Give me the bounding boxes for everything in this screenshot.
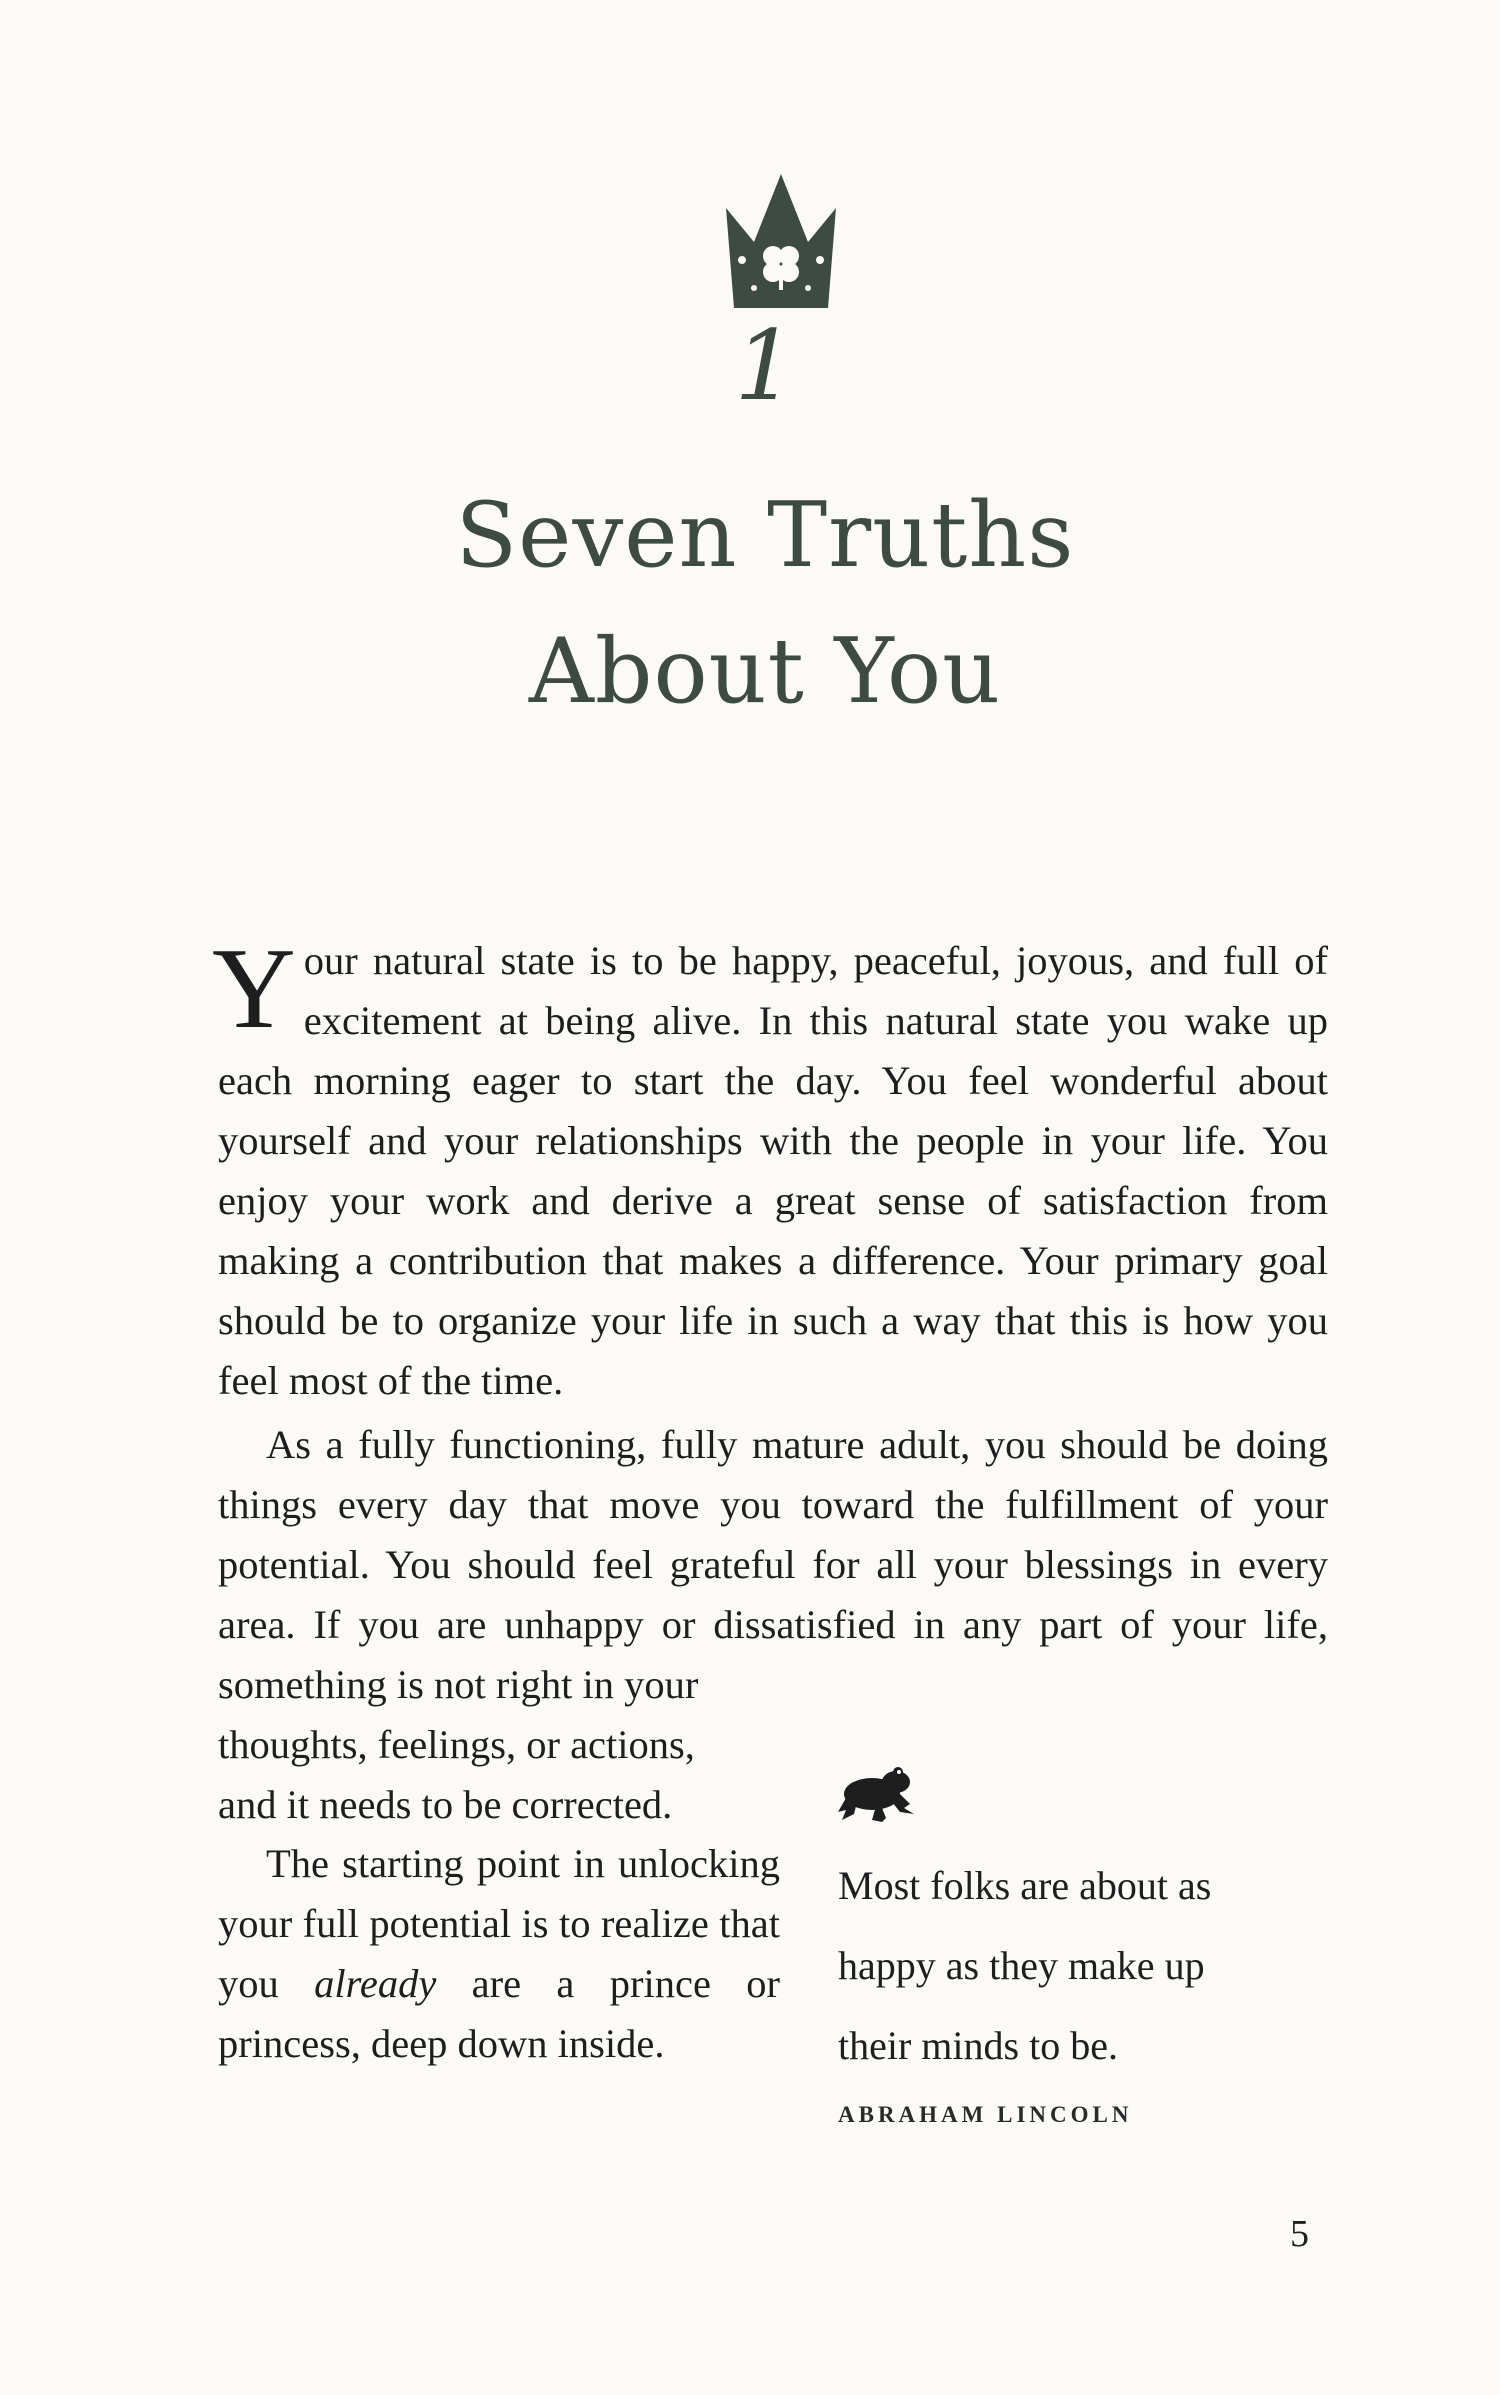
crown-with-clover-icon [718, 170, 844, 310]
frog-icon [836, 1762, 916, 1824]
chapter-title [300, 468, 1230, 740]
chapter-number: 1 [734, 310, 796, 422]
paragraph-3-italic: already [314, 1961, 437, 2006]
quote-line-2: happy as they make up [838, 1943, 1205, 1988]
quote-line-1: Most folks are about as [838, 1863, 1212, 1908]
chapter-title-line-2: About You [528, 619, 1002, 724]
paragraph-3-text-a: The starting point in unlocking your full potential is to realize that you [218, 1841, 780, 2006]
paragraph-1 [212, 925, 1328, 1411]
pull-quote [838, 1846, 1318, 2086]
quote-line-3: their minds to be. [838, 2023, 1118, 2068]
paragraph-3 [218, 1834, 780, 2074]
paragraph-2 [218, 1415, 1328, 1715]
page-number: 5 [1290, 2213, 1309, 2255]
paragraph-2-line-b: and it needs to be corrected. [218, 1782, 673, 1827]
drop-cap: Y [212, 925, 296, 1053]
paragraph-1-text: our natural state is to be happy, peaceful, joyous, and full of excitement at being alive. In this natural state you wake up each morning eager to start the day. You feel wonderful about yourself and your relationships with the people in your life. You enjoy your work and derive a great sense of satisfaction from making a contribution that makes a difference. Your primary goal should be to organize your life in such a way that this is how you feel most of the time. [218, 938, 1328, 1403]
paragraph-3-text-b: are a prince or princess, deep down inside. [218, 1961, 781, 2066]
paragraph-2-line-a: thoughts, feelings, or actions, [218, 1722, 695, 1767]
chapter-title-line-1: Seven Truths [455, 483, 1075, 588]
paragraph-2-text: As a fully functioning, fully mature adult, you should be doing things every day that move you toward the fulfillment of your potential. You should feel grateful for all your blessings in every area. If you are unhappy or dissatisfied in any part of your life, something is not right in your [218, 1422, 1328, 1707]
paragraph-2-continuation [218, 1715, 780, 1835]
quote-attribution: ABRAHAM LINCOLN [838, 2102, 1133, 2127]
